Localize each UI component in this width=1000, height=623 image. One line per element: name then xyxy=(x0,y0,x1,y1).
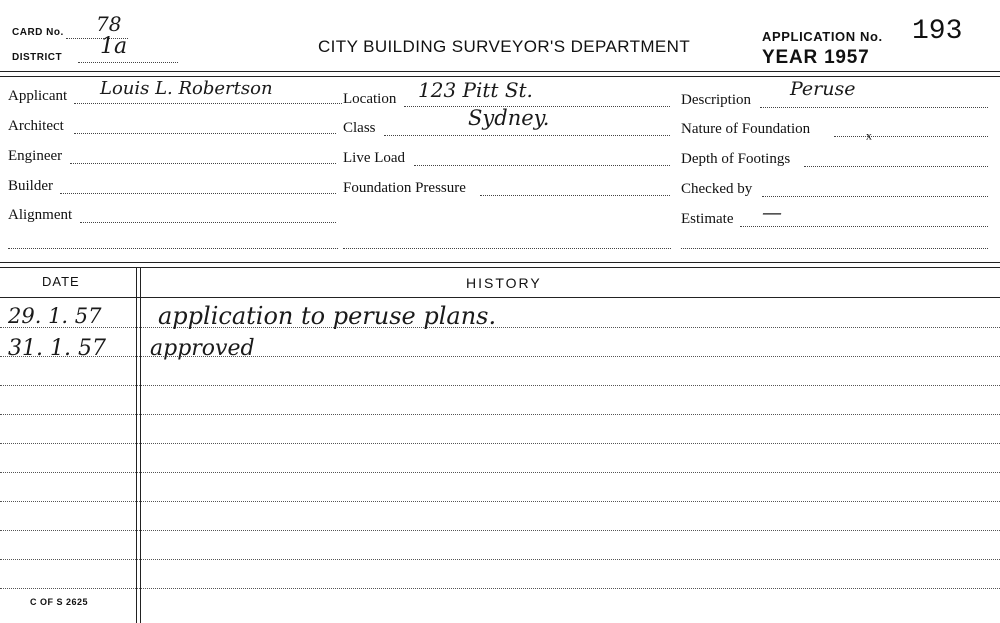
ink-blot-mark: ˣ xyxy=(866,128,872,150)
history-entry: approved xyxy=(150,336,255,361)
history-date: 29. 1. 57 xyxy=(8,304,102,328)
live-load-label: Live Load xyxy=(343,150,406,166)
form-code: C OF S 2625 xyxy=(30,597,89,607)
builder-label: Builder xyxy=(8,178,53,194)
date-column-header: DATE xyxy=(42,274,80,289)
history-entry: application to peruse plans. xyxy=(158,302,497,330)
foundation-pressure-label: Foundation Pressure xyxy=(343,180,466,196)
description-label: Description xyxy=(681,92,751,108)
alignment-label: Alignment xyxy=(8,207,73,223)
location-label: Location xyxy=(343,91,397,107)
nature-of-foundation-label: Nature of Foundation xyxy=(681,121,811,137)
class-label: Class xyxy=(343,120,376,136)
applicant-label: Applicant xyxy=(8,88,68,104)
depth-of-footings-label: Depth of Footings xyxy=(681,151,791,167)
application-no-label: APPLICATION No. xyxy=(762,29,883,44)
district-value: 1a xyxy=(100,34,128,59)
engineer-label: Engineer xyxy=(8,148,63,164)
estimate-label: Estimate xyxy=(681,211,734,227)
history-date: 31. 1. 57 xyxy=(8,336,106,361)
class-value: Sydney. xyxy=(468,106,550,130)
location-value: 123 Pitt St. xyxy=(418,78,533,102)
application-no-value: 193 xyxy=(912,16,963,47)
year-label: YEAR 1957 xyxy=(762,47,870,68)
history-column-header: HISTORY xyxy=(466,275,542,291)
card-no-value: 78 xyxy=(96,12,122,36)
applicant-value: Louis L. Robertson xyxy=(100,78,273,99)
architect-label: Architect xyxy=(8,118,64,134)
card-no-label: CARD No. xyxy=(12,27,64,38)
checked-by-label: Checked by xyxy=(681,181,753,197)
district-label: DISTRICT xyxy=(12,52,63,63)
department-title: CITY BUILDING SURVEYOR'S DEPARTMENT xyxy=(318,37,691,56)
description-value: Peruse xyxy=(790,78,856,100)
estimate-value: — xyxy=(762,200,782,224)
